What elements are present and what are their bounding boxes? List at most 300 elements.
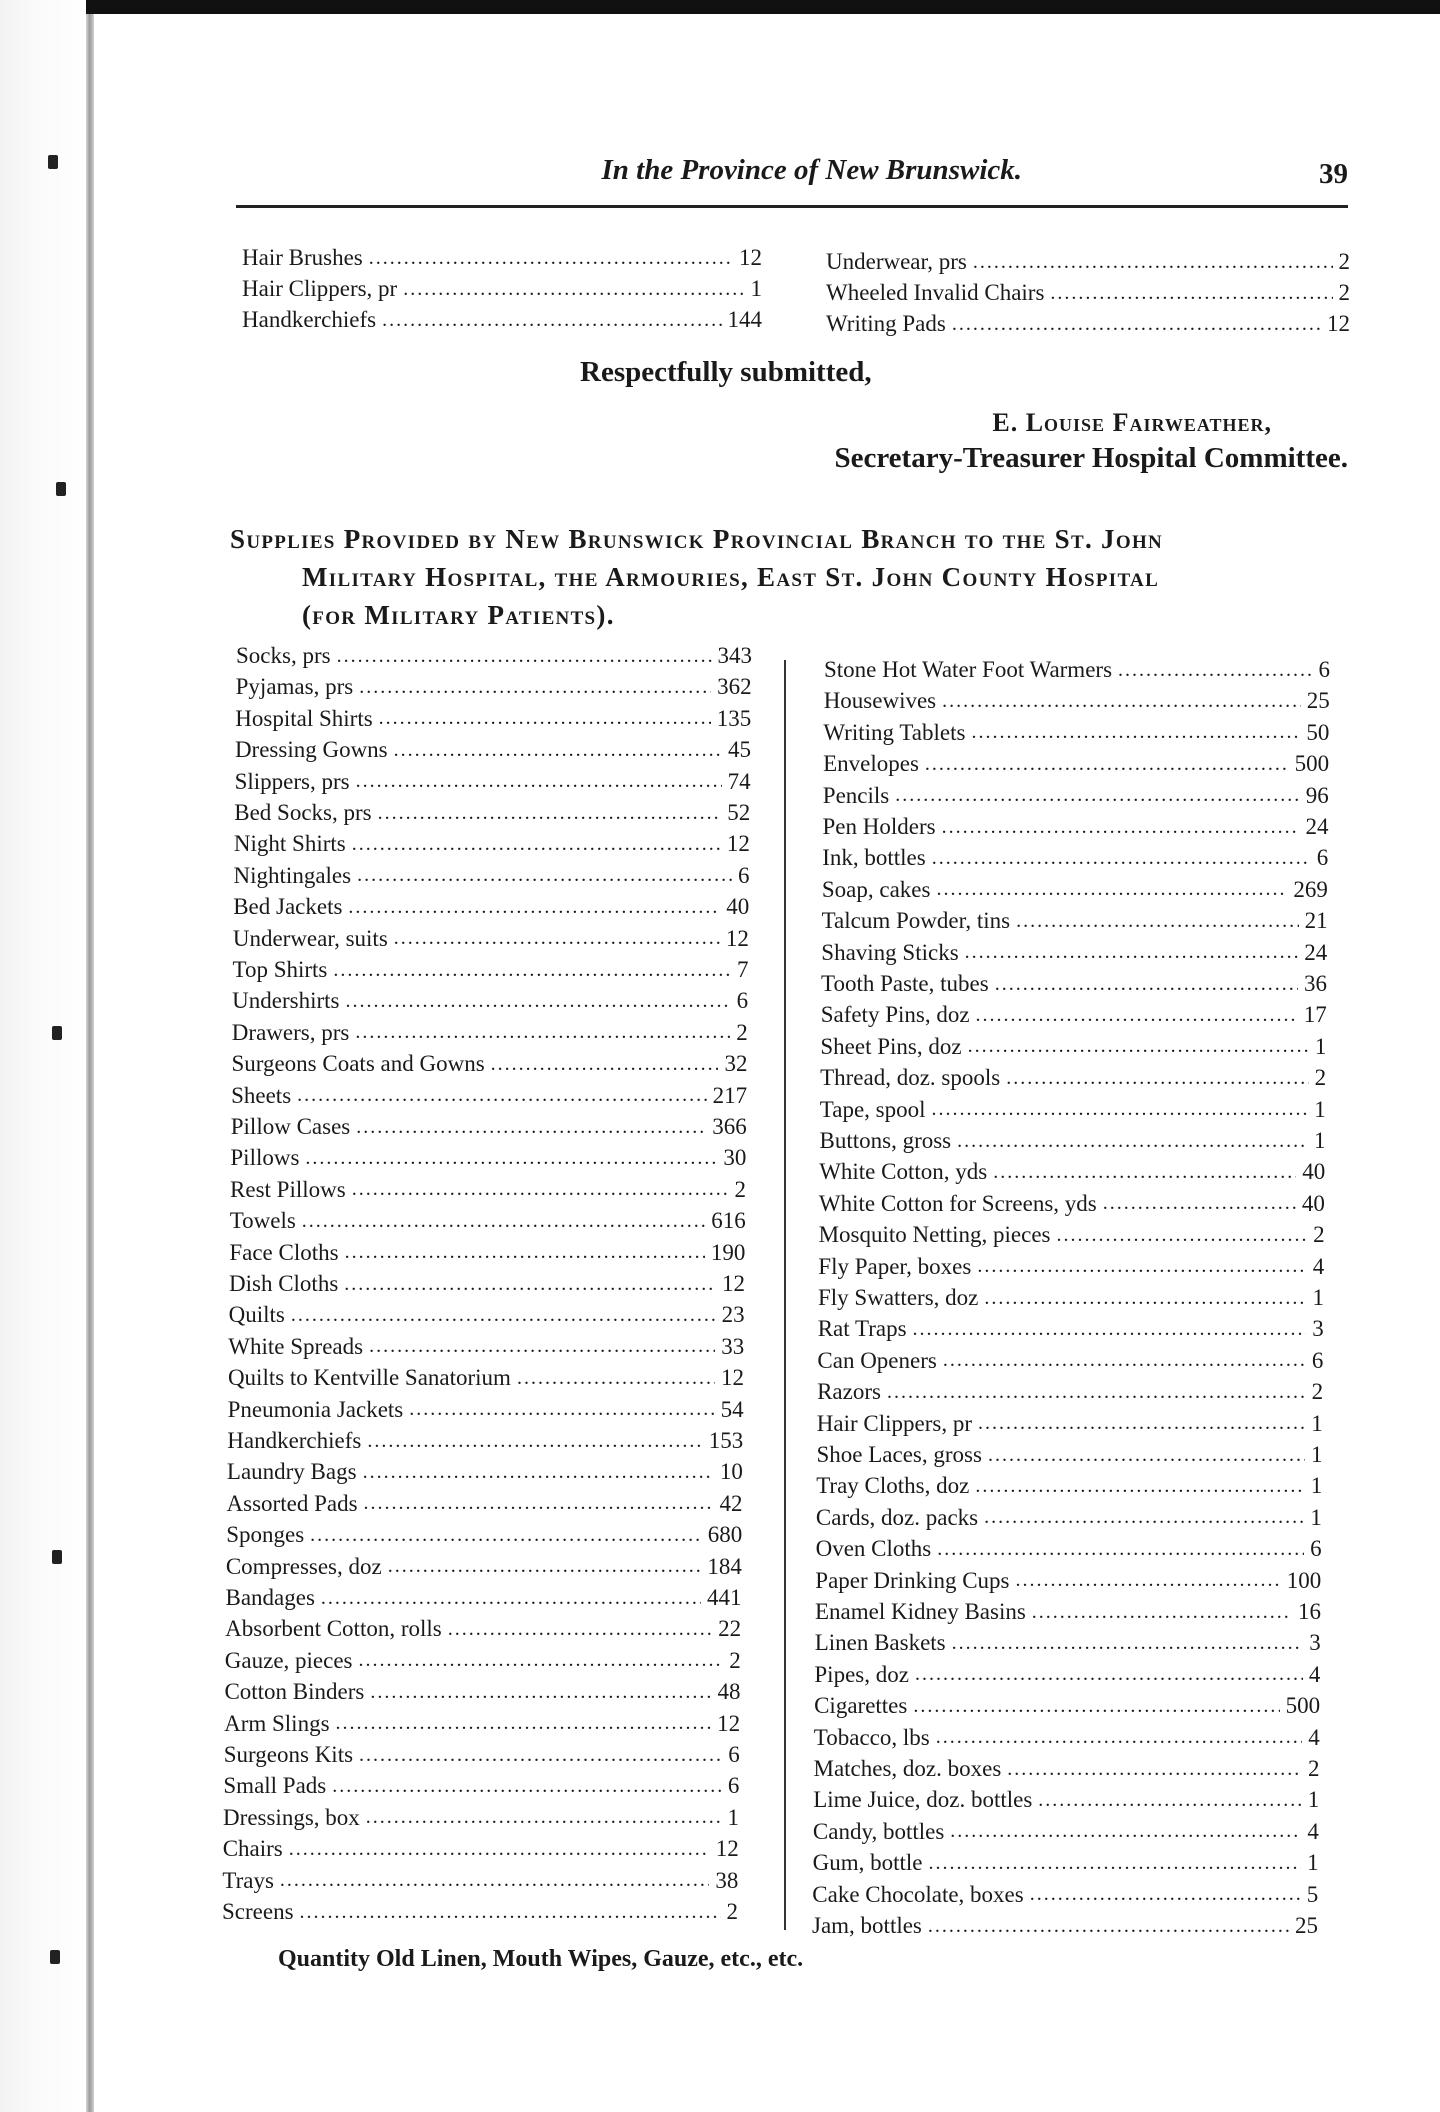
leader-dots [913,1695,1279,1718]
item-label: Pyjamas, prs [235,674,354,700]
item-label: Cards, doz. packs [815,1504,979,1530]
item-label: Lime Juice, doz. bottles [813,1787,1033,1813]
item-quantity: 45 [727,737,751,763]
list-item [223,1770,739,1802]
item-quantity: 2 [734,1176,747,1202]
item-label: Tooth Paste, tubes [821,971,989,996]
leader-dots [1006,1067,1308,1090]
list-item [227,1456,743,1488]
list-item [823,717,1329,749]
item-label: White Spreads [228,1333,364,1359]
leader-dots [915,1663,1303,1686]
item-quantity: 12 [720,1365,744,1391]
leader-dots [517,1367,715,1390]
item-quantity: 10 [719,1459,743,1485]
list-item [226,1519,742,1551]
list-item [242,242,762,274]
leader-dots [942,816,1300,839]
item-label: Razors [817,1379,881,1405]
list-item [826,277,1350,309]
list-item [814,1659,1320,1691]
leader-dots [975,1475,1304,1498]
leader-dots [302,1210,705,1233]
scan-left-margin [0,0,86,2112]
item-quantity: 144 [727,307,762,332]
list-item [817,1439,1323,1471]
list-item [235,766,751,798]
item-label: Linen Baskets [814,1630,946,1656]
list-item [820,1125,1326,1157]
list-item [817,1345,1323,1377]
leader-dots [359,1649,724,1672]
item-label: Pillow Cases [230,1114,351,1139]
item-label: Cake Chocolate, boxes [812,1881,1024,1907]
item-quantity: 2 [1311,1379,1324,1405]
leader-dots [388,1555,702,1578]
item-quantity: 500 [1294,751,1330,777]
item-label: Night Shirts [233,831,346,857]
list-item [242,273,762,305]
list-item [227,1488,743,1520]
item-label: Sheet Pins, doz [820,1033,962,1059]
leader-dots [984,1506,1304,1529]
list-item [236,671,752,703]
signer-name: E. Louise Fairweather, [992,408,1272,437]
item-quantity: 500 [1285,1693,1321,1719]
item-quantity: 30 [723,1145,747,1171]
leader-dots [1050,282,1332,305]
item-label: Ink, bottles [822,845,926,871]
item-label: Dressings, box [223,1804,360,1830]
list-item [229,1268,745,1300]
item-label: Trays [222,1867,274,1893]
item-quantity: 17 [1303,1002,1327,1028]
leader-dots [965,941,1299,964]
item-quantity: 23 [721,1302,745,1328]
item-label: Can Openers [817,1347,937,1373]
list-item [233,891,749,923]
list-item [226,1582,742,1614]
leader-dots [370,1681,711,1704]
leader-dots [913,1318,1307,1341]
leader-dots [1056,1224,1307,1247]
list-item [229,1299,745,1331]
list-item [242,304,762,336]
scan-speck [52,1550,62,1564]
list-item [814,1722,1320,1754]
leader-dots [928,1915,1289,1938]
leader-dots [1038,1789,1301,1812]
list-item [820,1094,1326,1126]
item-label: Soap, cakes [821,876,931,902]
signer-title: Secretary-Treasurer Hospital Committee. [834,442,1348,474]
item-quantity: 54 [720,1396,744,1422]
item-label: Candy, bottles [812,1818,945,1844]
item-quantity: 1 [1312,1285,1324,1310]
item-label: Mosquito Netting, pieces [818,1222,1051,1248]
leader-dots [352,1178,729,1201]
item-label: Cigarettes [814,1693,908,1719]
item-label: Stone Hot Water Foot Warmers [824,657,1113,682]
item-label: Handkerchiefs [227,1428,362,1453]
leader-dots [995,973,1298,996]
leader-dots [1032,1601,1292,1624]
item-quantity: 441 [707,1585,742,1610]
item-quantity: 32 [724,1051,748,1077]
item-label: Shoe Laces, gross [816,1442,982,1467]
list-item [228,1394,744,1426]
item-label: Talcum Powder, tins [821,908,1011,934]
item-label: Surgeons Kits [223,1742,354,1767]
item-label: Laundry Bags [226,1459,357,1485]
item-quantity: 24 [1305,814,1329,839]
item-label: Paper Drinking Cups [815,1567,1010,1593]
item-label: Buttons, gross [819,1128,952,1153]
list-item [813,1847,1319,1879]
leader-dots [1016,1569,1281,1592]
item-quantity: 6 [738,862,750,888]
leader-dots [394,739,722,762]
item-label: Arm Slings [224,1710,330,1736]
item-label: Drawers, prs [231,1019,350,1045]
item-label: Cotton Binders [224,1679,365,1705]
item-quantity: 1 [1314,1033,1327,1059]
list-item [224,1708,740,1740]
item-quantity: 3 [1312,1316,1324,1342]
column-divider [784,660,786,1930]
item-label: Nightingales [233,862,352,888]
item-quantity: 74 [727,768,751,794]
list-item [232,985,748,1017]
item-quantity: 2 [1338,249,1350,274]
item-label: Matches, doz. boxes [813,1756,1002,1781]
item-quantity: 40 [726,894,750,920]
leader-dots [344,1273,716,1296]
scan-speck [52,1026,62,1040]
leader-dots [976,1004,1298,1027]
item-label: Tobacco, lbs [813,1724,930,1750]
item-quantity: 1 [1310,1473,1323,1499]
leader-dots [409,1398,714,1421]
item-label: Tape, spool [819,1096,926,1122]
item-quantity: 48 [717,1679,741,1705]
item-quantity: 2 [726,1899,738,1924]
list-item [230,1205,746,1237]
list-item [229,1237,745,1269]
item-label: Writing Tablets [823,719,966,745]
leader-dots [932,847,1311,870]
item-quantity: 269 [1293,876,1328,902]
leader-dots [363,1461,714,1484]
item-label: Bed Socks, prs [234,800,372,825]
leader-dots [310,1524,702,1547]
leader-dots [887,1381,1306,1404]
item-quantity: 1 [1310,1504,1322,1530]
item-quantity: 96 [1305,782,1329,808]
leader-dots [1030,1883,1301,1906]
item-label: Undershirts [232,988,340,1014]
item-quantity: 6 [1310,1536,1322,1562]
item-quantity: 153 [708,1428,744,1453]
item-label: Quilts [228,1302,285,1328]
leader-dots [333,959,731,982]
leader-dots [988,1444,1305,1467]
item-label: Enamel Kidney Basins [815,1599,1026,1624]
item-quantity: 1 [1314,1128,1326,1153]
leader-dots [336,1712,712,1735]
item-label: Face Cloths [229,1239,339,1265]
item-quantity: 1 [1307,1850,1319,1876]
item-label: Sponges [226,1522,305,1548]
item-quantity: 2 [729,1647,741,1673]
item-label: Underwear, suits [232,925,388,951]
leader-dots [950,1820,1301,1843]
list-item [222,1865,738,1897]
leader-dots [356,770,722,793]
item-quantity: 6 [1311,1347,1324,1373]
list-item [815,1627,1321,1659]
item-quantity: 1 [750,276,762,301]
item-label: Underwear, prs [826,249,967,274]
list-item [223,1833,739,1865]
item-quantity: 135 [716,705,752,731]
leader-dots [932,1098,1309,1121]
list-item [821,937,1327,969]
leader-dots [352,833,721,856]
item-quantity: 2 [1338,280,1350,305]
item-quantity: 40 [1302,1159,1326,1185]
item-label: Bandages [225,1585,315,1610]
item-label: Hospital Shirts [235,705,373,731]
item-label: Screens [222,1899,294,1924]
item-quantity: 5 [1306,1881,1319,1907]
leader-dots [936,1726,1303,1749]
list-item [228,1362,744,1394]
item-quantity: 2 [1314,1065,1327,1091]
list-item [222,1896,738,1928]
leader-dots [345,990,730,1013]
item-label: Small Pads [223,1773,327,1799]
item-label: Quilts to Kentville Sanatorium [227,1365,511,1391]
leader-dots [321,1587,701,1610]
leader-dots [366,1806,722,1829]
item-label: Pipes, doz [814,1661,909,1687]
list-item [819,1188,1325,1220]
leader-dots [332,1775,722,1798]
item-label: Tray Cloths, doz [816,1473,970,1499]
list-item [822,905,1328,937]
item-label: Housewives [823,688,937,714]
item-label: Wheeled Invalid Chairs [826,280,1045,305]
leader-dots [968,1035,1309,1058]
leader-dots [1118,659,1312,682]
header-rule [236,205,1348,208]
item-quantity: 184 [707,1553,742,1579]
item-quantity: 100 [1286,1567,1322,1593]
item-quantity: 38 [715,1867,739,1893]
leader-dots [297,1084,706,1107]
leader-dots [305,1147,717,1170]
item-label: Absorbent Cotton, rolls [225,1616,442,1642]
list-item [230,1142,746,1174]
section-heading [230,520,1350,634]
list-item [235,734,751,766]
leader-dots [357,864,732,887]
leader-dots [382,309,721,332]
item-label: Envelopes [823,751,919,777]
item-label: Hair Brushes [242,245,363,270]
list-item [816,1533,1322,1565]
list-item [823,780,1329,812]
leader-dots [280,1869,709,1892]
item-quantity: 12 [726,831,750,857]
item-quantity: 3 [1309,1630,1321,1656]
list-item [227,1425,743,1457]
leader-dots [403,278,744,301]
list-item [232,1017,748,1049]
item-label: Handkerchiefs [242,307,377,332]
item-label: Writing Pads [826,311,946,336]
list-item [223,1802,739,1834]
leader-dots [928,1852,1301,1875]
leader-dots [925,753,1289,776]
section-heading-line: Military Hospital, the Armouries, East St. John County Hospital [302,562,1160,592]
list-item [231,1048,747,1080]
leader-dots [348,896,720,919]
leader-dots [937,1538,1304,1561]
leader-dots [291,1304,716,1327]
leader-dots [978,1412,1305,1435]
scan-top-border [0,0,1440,14]
list-item [820,1062,1326,1094]
leader-dots [394,927,720,950]
leader-dots [369,247,733,270]
leader-dots [977,1255,1306,1278]
section-heading-line: Supplies Provided by New Brunswick Provincial Branch to the St. John [230,524,1164,554]
item-quantity: 1 [1311,1410,1323,1436]
list-item [231,1080,747,1112]
item-label: Hair Clippers, pr [242,276,398,301]
item-quantity: 36 [1304,971,1327,996]
list-item [823,748,1329,780]
item-quantity: 16 [1298,1599,1321,1624]
list-item [818,1313,1324,1345]
list-item [814,1690,1320,1722]
item-label: Shaving Sticks [821,939,959,965]
item-quantity: 24 [1304,939,1328,965]
item-quantity: 190 [710,1239,746,1265]
item-label: Rest Pillows [230,1176,346,1202]
list-item [822,842,1328,874]
item-quantity: 2 [1308,1756,1320,1781]
item-label: Slippers, prs [234,768,350,794]
item-label: Dish Cloths [229,1271,339,1296]
list-item [228,1331,744,1363]
leader-dots [367,1430,702,1453]
list-item [819,1219,1325,1251]
list-item [813,1784,1319,1816]
item-label: Compresses, doz [225,1553,382,1579]
item-label: Assorted Pads [226,1490,358,1516]
leader-dots [993,1161,1296,1184]
list-item [818,1282,1324,1314]
scan-speck [50,1950,60,1964]
leader-dots [984,1287,1306,1310]
item-label: Dressing Gowns [234,737,388,763]
item-quantity: 343 [717,643,752,668]
list-item [817,1408,1323,1440]
item-label: Fly Paper, boxes [818,1253,972,1279]
list-item [823,811,1329,843]
item-quantity: 4 [1308,1724,1320,1750]
page-number: 39 [1319,158,1348,190]
list-item [233,923,749,955]
leader-dots [369,1335,715,1358]
item-label: Hair Clippers, pr [816,1410,973,1436]
leader-dots [491,1053,719,1076]
leader-dots [952,1632,1304,1655]
item-quantity: 42 [719,1490,743,1516]
item-quantity: 4 [1307,1818,1319,1844]
list-item [224,1739,740,1771]
item-quantity: 12 [717,1710,741,1736]
item-quantity: 1 [727,1804,740,1830]
closing-submitted: Respectfully submitted, [580,356,872,388]
list-item [230,1174,746,1206]
list-item [231,1111,747,1143]
leader-dots [337,645,712,668]
leader-dots [957,1130,1308,1153]
item-quantity: 33 [721,1333,745,1359]
leader-dots [355,1021,730,1044]
section-heading-line: (for Military Patients). [302,600,615,630]
list-item [225,1645,741,1677]
item-label: Chairs [222,1836,283,1862]
list-item [824,685,1330,717]
item-label: Bed Jackets [233,894,343,920]
leader-dots [943,1349,1306,1372]
item-quantity: 12 [725,925,749,951]
item-quantity: 1 [1311,1442,1323,1467]
list-item [235,703,751,735]
item-quantity: 4 [1312,1253,1325,1279]
item-quantity: 22 [718,1616,742,1642]
list-item [819,1156,1325,1188]
list-item [821,999,1327,1031]
leader-dots [379,707,711,730]
list-item [234,860,750,892]
item-quantity: 680 [707,1522,743,1548]
leader-dots [359,676,711,699]
leader-dots [1016,910,1299,933]
list-item [225,1613,741,1645]
item-label: Sheets [231,1082,292,1108]
page-binding-edge [86,14,94,2112]
item-quantity: 2 [736,1019,748,1045]
item-quantity: 21 [1304,908,1328,934]
item-label: Top Shirts [232,957,328,982]
leader-dots [952,313,1321,336]
list-item [817,1376,1323,1408]
item-label: Thread, doz. spools [820,1065,1001,1091]
scan-speck [56,482,66,496]
item-label: White Cotton, yds [819,1159,988,1185]
item-label: Pen Holders [822,814,936,839]
leader-dots [971,721,1300,744]
list-item [814,1753,1320,1785]
item-quantity: 12 [739,245,762,270]
list-item [826,246,1350,278]
